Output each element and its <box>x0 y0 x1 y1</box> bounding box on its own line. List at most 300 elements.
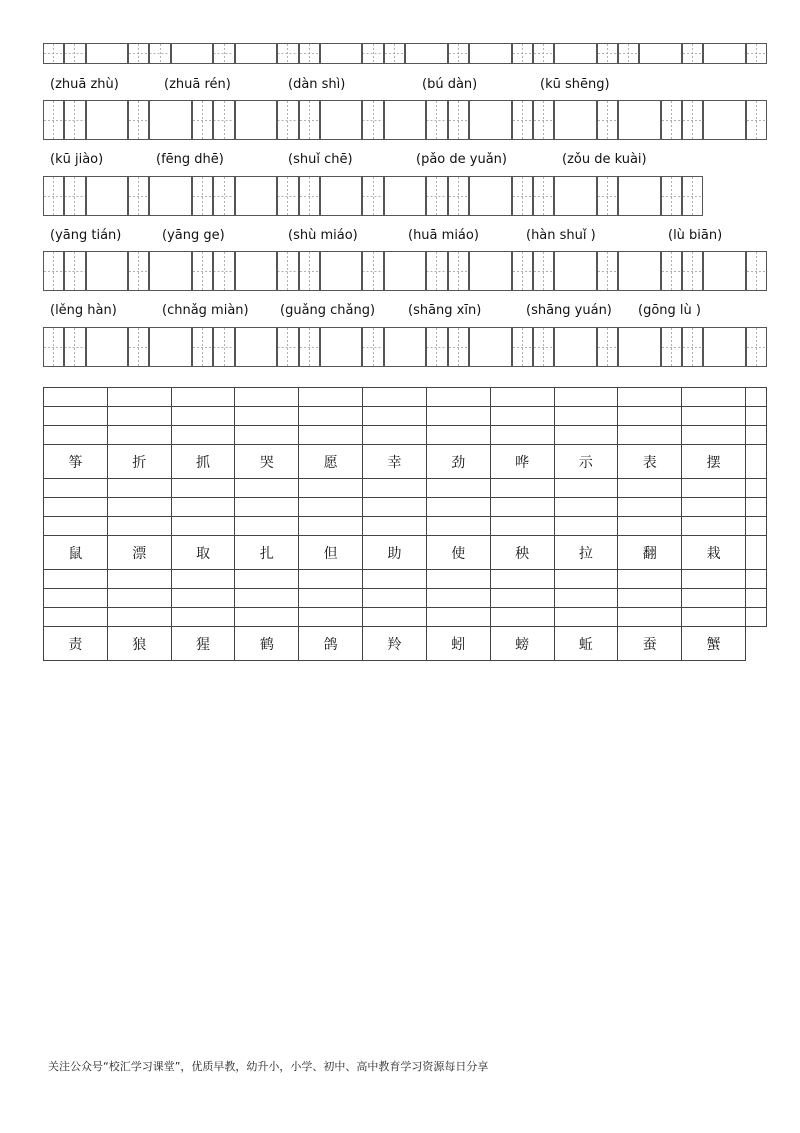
blank-cell <box>554 388 618 407</box>
character-cell: 使 <box>426 536 490 570</box>
writing-cell <box>426 327 447 367</box>
writing-cell <box>682 176 703 216</box>
writing-box <box>618 176 661 216</box>
blank-cell <box>426 608 490 627</box>
writing-box <box>235 100 278 140</box>
blank-cell <box>171 608 235 627</box>
blank-cell <box>107 608 171 627</box>
blank-cell <box>618 608 682 627</box>
blank-cell <box>746 608 767 627</box>
blank-cell <box>171 589 235 608</box>
character-cell: 蚯 <box>554 627 618 661</box>
writing-box <box>320 176 363 216</box>
character-row <box>44 445 767 479</box>
character-table <box>43 387 767 661</box>
writing-cell <box>277 251 298 291</box>
writing-cell <box>533 251 554 291</box>
blank-cell <box>44 388 108 407</box>
blank-cell <box>299 479 363 498</box>
blank-cell <box>490 498 554 517</box>
blank-cell <box>44 426 108 445</box>
blank-cell <box>363 407 427 426</box>
pinyin-item: (lù biān) <box>668 228 723 243</box>
writing-grid-row-0 <box>43 43 767 64</box>
writing-cell <box>448 327 469 367</box>
blank-row <box>44 479 767 498</box>
writing-cell <box>448 100 469 140</box>
writing-grid-row-1 <box>43 100 767 140</box>
character-cell: 助 <box>363 536 427 570</box>
writing-box <box>384 100 427 140</box>
writing-cell <box>277 43 298 64</box>
writing-cell <box>448 251 469 291</box>
pinyin-item: (kū jiào) <box>50 152 104 167</box>
blank-cell <box>554 589 618 608</box>
writing-box <box>554 43 597 64</box>
writing-box <box>554 251 597 291</box>
writing-cell <box>533 176 554 216</box>
pinyin-item: (chnǎg miàn) <box>162 303 249 318</box>
writing-cell <box>213 100 234 140</box>
writing-cell <box>533 43 554 64</box>
blank-cell <box>618 498 682 517</box>
pinyin-item: (pǎo de yuǎn) <box>416 152 507 167</box>
pinyin-item: (huā miáo) <box>408 228 479 243</box>
writing-cell <box>746 327 767 367</box>
writing-box <box>618 251 661 291</box>
writing-cell <box>661 251 682 291</box>
writing-box <box>618 327 661 367</box>
writing-cell <box>746 100 767 140</box>
writing-cell <box>64 327 85 367</box>
writing-box <box>384 251 427 291</box>
blank-cell <box>746 570 767 589</box>
writing-cell <box>533 100 554 140</box>
blank-cell <box>682 589 746 608</box>
blank-cell <box>171 570 235 589</box>
writing-cell <box>448 176 469 216</box>
character-cell: 栽 <box>682 536 746 570</box>
writing-cell <box>299 43 320 64</box>
blank-cell <box>171 479 235 498</box>
blank-cell <box>682 570 746 589</box>
blank-cell <box>363 388 427 407</box>
blank-cell <box>746 498 767 517</box>
writing-box <box>235 176 278 216</box>
pinyin-row-1 <box>50 77 610 97</box>
writing-cell <box>362 251 383 291</box>
writing-box <box>639 43 682 64</box>
writing-cell <box>213 176 234 216</box>
blank-cell <box>299 570 363 589</box>
blank-cell <box>618 589 682 608</box>
pinyin-item: (bú dàn) <box>422 77 478 92</box>
writing-box <box>469 327 512 367</box>
pinyin-item: (shāng yuán) <box>526 303 612 318</box>
character-cell: 鹤 <box>235 627 299 661</box>
writing-cell <box>512 327 533 367</box>
writing-cell <box>618 43 639 64</box>
blank-cell <box>299 407 363 426</box>
character-row <box>44 627 767 661</box>
blank-cell <box>490 570 554 589</box>
writing-box <box>469 100 512 140</box>
writing-box <box>469 43 512 64</box>
pinyin-item: (zhuā rén) <box>164 77 231 92</box>
writing-cell <box>661 100 682 140</box>
blank-cell <box>746 536 767 570</box>
writing-box <box>703 251 746 291</box>
writing-cell <box>64 43 85 64</box>
blank-cell <box>426 388 490 407</box>
character-cell: 但 <box>299 536 363 570</box>
blank-row <box>44 517 767 536</box>
writing-cell <box>682 251 703 291</box>
blank-row <box>44 498 767 517</box>
blank-cell <box>618 388 682 407</box>
writing-cell <box>128 327 149 367</box>
writing-cell <box>746 43 767 64</box>
blank-cell <box>746 517 767 536</box>
writing-box <box>171 43 214 64</box>
pinyin-item: (shù miáo) <box>288 228 358 243</box>
blank-cell <box>235 517 299 536</box>
blank-cell <box>235 498 299 517</box>
writing-box <box>86 100 129 140</box>
blank-cell <box>171 426 235 445</box>
blank-cell <box>171 388 235 407</box>
writing-cell <box>362 43 383 64</box>
blank-cell <box>746 479 767 498</box>
character-cell: 鸽 <box>299 627 363 661</box>
writing-box <box>149 176 192 216</box>
writing-cell <box>213 327 234 367</box>
writing-cell <box>448 43 469 64</box>
pinyin-item: (lěng hàn) <box>50 303 117 318</box>
blank-cell <box>107 388 171 407</box>
writing-cell <box>362 327 383 367</box>
blank-cell <box>107 517 171 536</box>
blank-cell <box>44 589 108 608</box>
blank-cell <box>363 426 427 445</box>
writing-cell <box>661 327 682 367</box>
writing-box <box>149 100 192 140</box>
writing-cell <box>597 251 618 291</box>
blank-cell <box>554 426 618 445</box>
blank-cell <box>682 388 746 407</box>
blank-cell <box>618 570 682 589</box>
writing-box <box>405 43 448 64</box>
writing-cell <box>64 251 85 291</box>
blank-cell <box>426 407 490 426</box>
blank-cell <box>299 589 363 608</box>
writing-grid-row-3 <box>43 251 767 291</box>
character-row <box>44 536 767 570</box>
blank-cell <box>107 479 171 498</box>
footer-note: 关注公众号“校汇学习课堂”，优质早教，幼升小，小学、初中、高中教育学习资源每日分享 <box>48 1060 489 1073</box>
character-cell: 秧 <box>490 536 554 570</box>
blank-cell <box>107 498 171 517</box>
writing-cell <box>64 100 85 140</box>
blank-cell <box>490 517 554 536</box>
blank-cell <box>554 570 618 589</box>
blank-cell <box>554 517 618 536</box>
character-cell: 表 <box>618 445 682 479</box>
pinyin-item: (zhuā zhù) <box>50 77 119 92</box>
writing-box <box>384 327 427 367</box>
character-cell: 劲 <box>426 445 490 479</box>
character-cell: 猩 <box>171 627 235 661</box>
character-cell: 取 <box>171 536 235 570</box>
writing-cell <box>192 176 213 216</box>
writing-box <box>86 327 129 367</box>
blank-cell <box>107 426 171 445</box>
blank-cell <box>363 570 427 589</box>
writing-box <box>86 251 129 291</box>
blank-cell <box>682 608 746 627</box>
blank-cell <box>235 407 299 426</box>
writing-cell <box>277 100 298 140</box>
blank-cell <box>44 570 108 589</box>
blank-cell <box>235 479 299 498</box>
blank-cell <box>682 517 746 536</box>
blank-cell <box>299 426 363 445</box>
blank-cell <box>44 498 108 517</box>
character-cell: 抓 <box>171 445 235 479</box>
writing-cell <box>362 100 383 140</box>
character-cell: 责 <box>44 627 108 661</box>
blank-cell <box>490 479 554 498</box>
pinyin-item: (gōng lù ) <box>638 303 701 318</box>
blank-cell <box>682 498 746 517</box>
writing-cell <box>128 100 149 140</box>
blank-cell <box>363 517 427 536</box>
pinyin-item: (fēng dhē) <box>156 152 224 167</box>
character-cell: 筝 <box>44 445 108 479</box>
writing-box <box>235 43 278 64</box>
blank-cell <box>682 426 746 445</box>
writing-grid-row-4 <box>43 327 767 367</box>
writing-cell <box>426 100 447 140</box>
character-cell: 漂 <box>107 536 171 570</box>
pinyin-item: (yāng ge) <box>162 228 225 243</box>
blank-cell <box>44 517 108 536</box>
writing-cell <box>192 100 213 140</box>
blank-cell <box>490 407 554 426</box>
writing-cell <box>299 327 320 367</box>
blank-cell <box>618 479 682 498</box>
character-cell: 哗 <box>490 445 554 479</box>
writing-cell <box>192 327 213 367</box>
character-cell: 羚 <box>363 627 427 661</box>
pinyin-item: (shuǐ chē) <box>288 152 353 167</box>
writing-box <box>469 176 512 216</box>
blank-cell <box>44 479 108 498</box>
writing-cell <box>362 176 383 216</box>
blank-cell <box>618 407 682 426</box>
writing-box <box>320 100 363 140</box>
blank-cell <box>44 608 108 627</box>
blank-cell <box>746 407 767 426</box>
blank-cell <box>299 608 363 627</box>
character-cell: 鼠 <box>44 536 108 570</box>
writing-box <box>320 251 363 291</box>
blank-cell <box>554 498 618 517</box>
blank-cell <box>107 589 171 608</box>
character-cell: 蟹 <box>682 627 746 661</box>
pinyin-item: (yāng tián) <box>50 228 122 243</box>
blank-cell <box>235 388 299 407</box>
blank-cell <box>299 498 363 517</box>
writing-cell <box>682 100 703 140</box>
writing-box <box>618 100 661 140</box>
blank-cell <box>746 445 767 479</box>
character-cell: 蚕 <box>618 627 682 661</box>
blank-cell <box>490 608 554 627</box>
character-cell: 折 <box>107 445 171 479</box>
blank-cell <box>235 589 299 608</box>
writing-cell <box>512 100 533 140</box>
blank-cell <box>746 589 767 608</box>
blank-cell <box>171 498 235 517</box>
blank-cell <box>618 517 682 536</box>
blank-cell <box>363 479 427 498</box>
blank-cell <box>554 608 618 627</box>
blank-cell <box>107 570 171 589</box>
writing-box <box>235 251 278 291</box>
blank-cell <box>171 517 235 536</box>
blank-cell <box>426 517 490 536</box>
blank-cell <box>171 407 235 426</box>
blank-cell <box>363 589 427 608</box>
pinyin-item: (hàn shuǐ ) <box>526 228 596 243</box>
writing-cell <box>682 43 703 64</box>
pinyin-item: (dàn shì) <box>288 77 346 92</box>
blank-cell <box>235 608 299 627</box>
blank-cell <box>746 426 767 445</box>
blank-cell <box>426 589 490 608</box>
writing-cell <box>64 176 85 216</box>
writing-cell <box>384 43 405 64</box>
writing-cell <box>682 327 703 367</box>
writing-cell <box>426 251 447 291</box>
writing-cell <box>299 100 320 140</box>
writing-cell <box>213 43 234 64</box>
pinyin-row-2 <box>50 152 647 172</box>
blank-cell <box>490 426 554 445</box>
writing-cell <box>128 251 149 291</box>
writing-grid-row-2 <box>43 176 703 216</box>
blank-cell <box>490 388 554 407</box>
blank-cell <box>44 407 108 426</box>
blank-cell <box>299 388 363 407</box>
writing-cell <box>746 251 767 291</box>
character-cell: 扎 <box>235 536 299 570</box>
writing-box <box>703 327 746 367</box>
writing-box <box>384 176 427 216</box>
character-cell: 狼 <box>107 627 171 661</box>
blank-cell <box>554 407 618 426</box>
writing-box <box>554 327 597 367</box>
writing-box <box>554 176 597 216</box>
blank-cell <box>426 479 490 498</box>
blank-row <box>44 388 767 407</box>
writing-box <box>703 43 746 64</box>
blank-cell <box>235 570 299 589</box>
blank-cell <box>490 589 554 608</box>
writing-box <box>235 327 278 367</box>
blank-cell <box>554 479 618 498</box>
character-cell: 示 <box>554 445 618 479</box>
writing-box <box>554 100 597 140</box>
writing-cell <box>597 100 618 140</box>
writing-cell <box>128 176 149 216</box>
writing-box <box>86 176 129 216</box>
writing-cell <box>533 327 554 367</box>
writing-cell <box>597 327 618 367</box>
blank-row <box>44 407 767 426</box>
writing-cell <box>512 251 533 291</box>
blank-cell <box>426 426 490 445</box>
writing-cell <box>149 43 170 64</box>
writing-cell <box>426 176 447 216</box>
character-cell: 拉 <box>554 536 618 570</box>
blank-cell <box>363 498 427 517</box>
character-cell: 愿 <box>299 445 363 479</box>
blank-cell <box>299 517 363 536</box>
writing-box <box>149 327 192 367</box>
character-cell: 螃 <box>490 627 554 661</box>
pinyin-item: (guǎng chǎng) <box>280 303 376 318</box>
pinyin-item: (kū shēng) <box>540 77 610 92</box>
pinyin-item: (zǒu de kuài) <box>562 152 647 167</box>
pinyin-row-3 <box>50 228 723 248</box>
blank-row <box>44 589 767 608</box>
writing-box <box>320 327 363 367</box>
writing-cell <box>213 251 234 291</box>
blank-row <box>44 608 767 627</box>
blank-row <box>44 570 767 589</box>
writing-cell <box>128 43 149 64</box>
blank-row <box>44 426 767 445</box>
writing-box <box>320 43 363 64</box>
writing-cell <box>597 43 618 64</box>
character-cell: 哭 <box>235 445 299 479</box>
blank-cell <box>682 479 746 498</box>
writing-box <box>469 251 512 291</box>
character-cell: 摆 <box>682 445 746 479</box>
blank-cell <box>235 426 299 445</box>
pinyin-item: (shāng xīn) <box>408 303 482 318</box>
blank-cell <box>746 388 767 407</box>
blank-cell <box>107 407 171 426</box>
writing-cell <box>299 176 320 216</box>
character-cell: 翻 <box>618 536 682 570</box>
writing-cell <box>277 176 298 216</box>
writing-cell <box>512 43 533 64</box>
blank-cell <box>618 426 682 445</box>
character-cell: 蚓 <box>426 627 490 661</box>
writing-cell <box>661 176 682 216</box>
writing-box <box>86 43 129 64</box>
blank-cell <box>426 498 490 517</box>
blank-cell <box>363 608 427 627</box>
writing-cell <box>43 43 64 64</box>
blank-cell <box>682 407 746 426</box>
character-cell: 幸 <box>363 445 427 479</box>
writing-cell <box>299 251 320 291</box>
writing-cell <box>597 176 618 216</box>
